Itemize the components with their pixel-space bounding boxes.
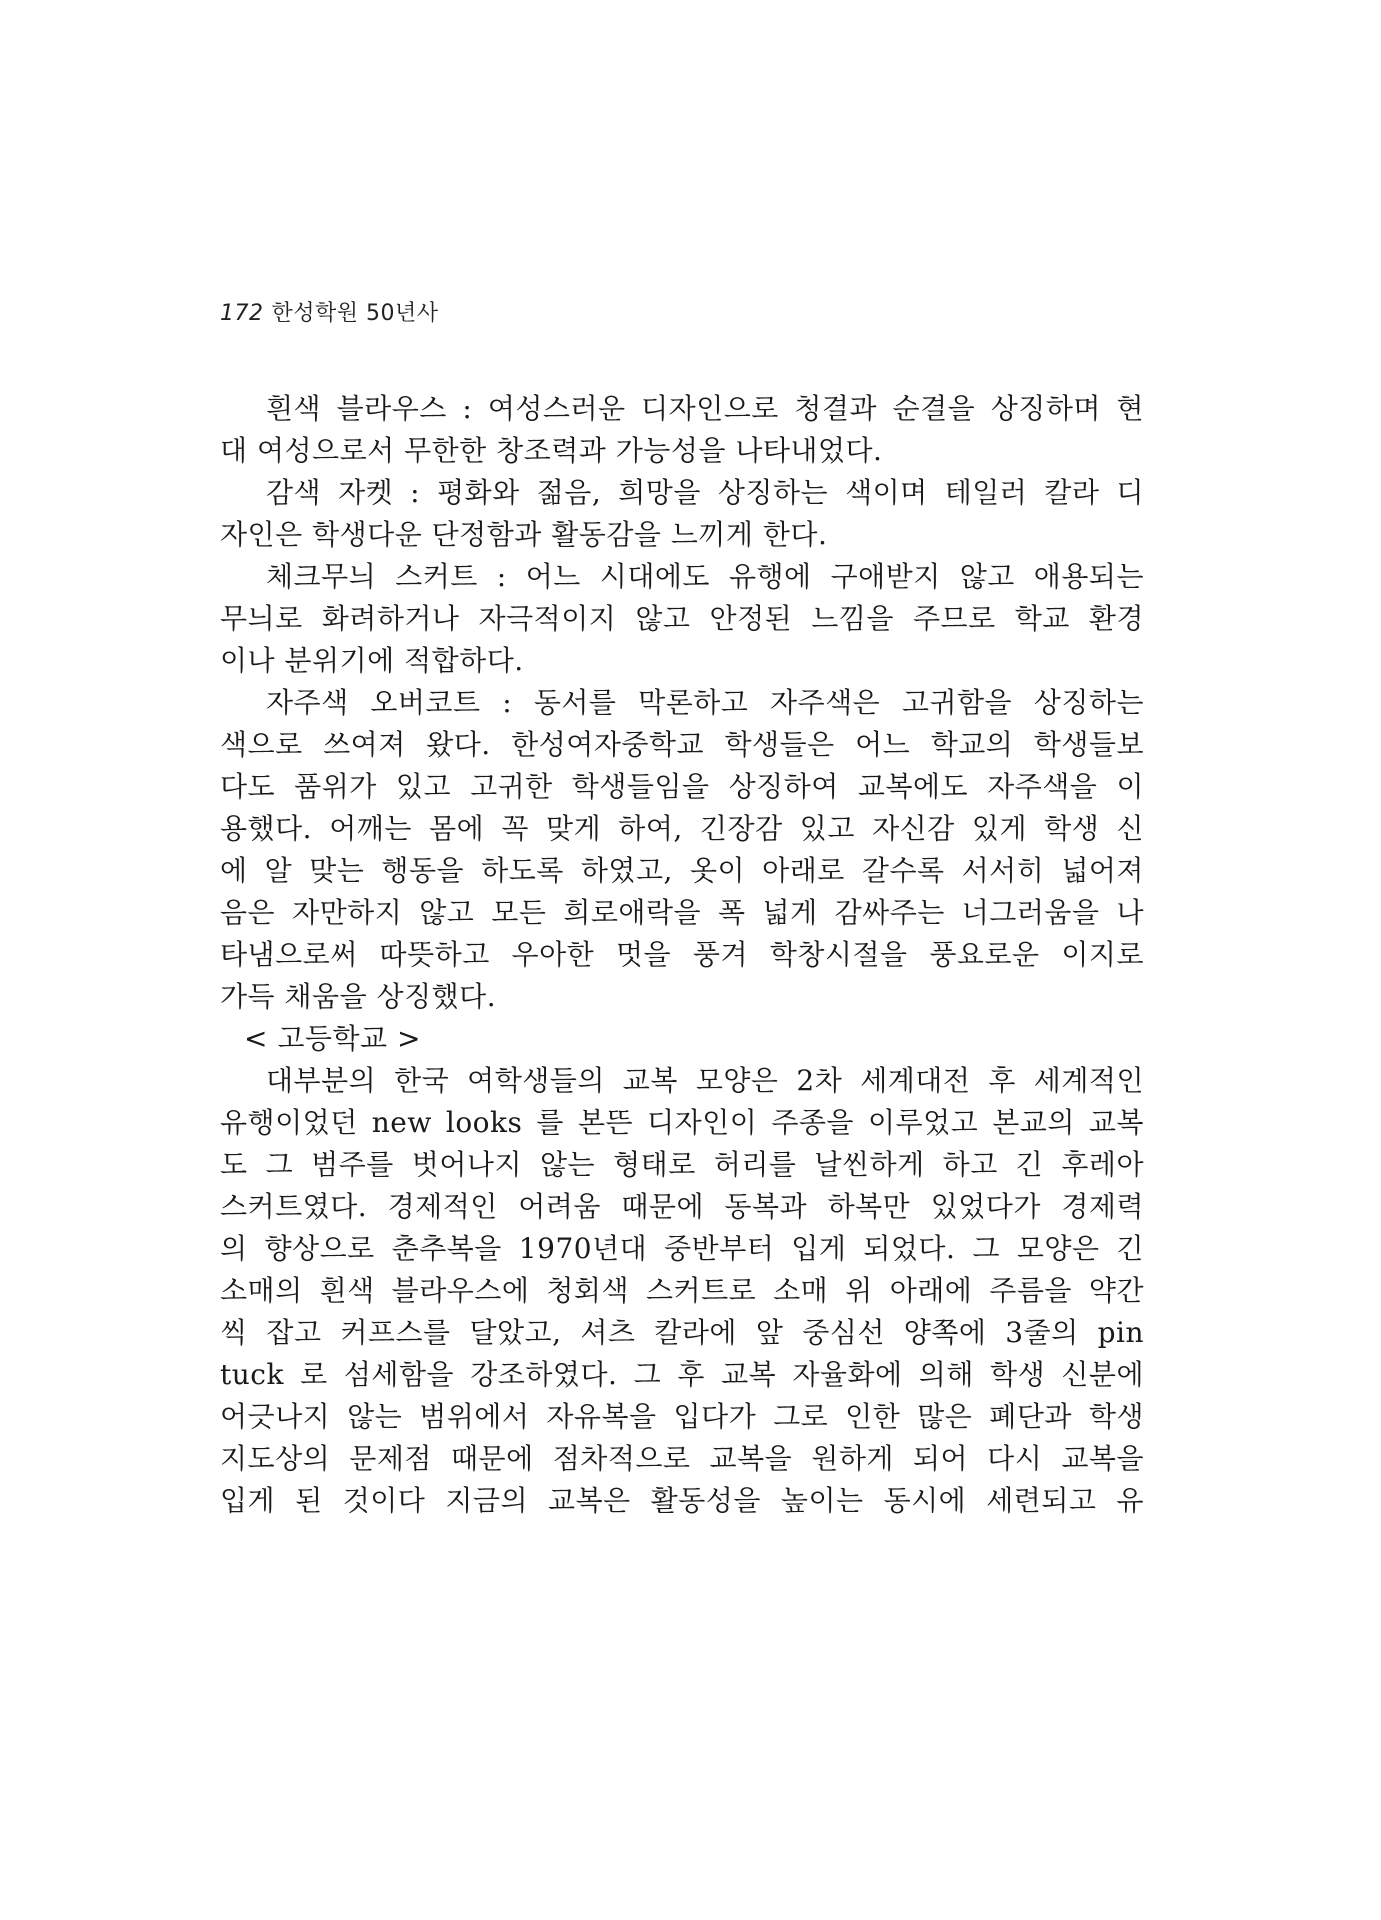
paragraph-line: 도 그 범주를 벗어나지 않는 형태로 허리를 날씬하게 하고 긴 후레아 <box>220 1148 1144 1181</box>
page-number: 172 <box>220 301 264 326</box>
paragraph-line: 색으로 쓰여져 왔다. 한성여자중학교 학생들은 어느 학교의 학생들보 <box>220 728 1144 761</box>
paragraph-line: 입게 된 것이다 지금의 교복은 활동성을 높이는 동시에 세련되고 유 <box>220 1484 1144 1517</box>
paragraph-line: 이나 분위기에 적합하다. <box>220 644 524 677</box>
paragraph-line: 대 여성으로서 무한한 창조력과 가능성을 나타내었다. <box>220 434 883 467</box>
paragraph-line: 자주색 오버코트 : 동서를 막론하고 자주색은 고귀함을 상징하는 <box>266 686 1144 719</box>
paragraph-line: 흰색 블라우스 : 여성스러운 디자인으로 청결과 순결을 상징하며 현 <box>266 392 1144 425</box>
paragraph-line: 다도 품위가 있고 고귀한 학생들임을 상징하여 교복에도 자주색을 이 <box>220 770 1144 803</box>
paragraph-line: 의 향상으로 춘추복을 1970년대 중반부터 입게 되었다. 그 모양은 긴 <box>220 1232 1144 1265</box>
paragraph-line: 에 알 맞는 행동을 하도록 하였고, 옷이 아래로 갈수록 서서히 넓어져 <box>220 854 1144 887</box>
paragraph-line: 대부분의 한국 여학생들의 교복 모양은 2차 세계대전 후 세계적인 <box>266 1064 1144 1097</box>
book-title: 한성학원 50년사 <box>271 301 439 326</box>
paragraph-line: 지도상의 문제점 때문에 점차적으로 교복을 원하게 되어 다시 교복을 <box>220 1442 1144 1475</box>
paragraph-line: 체크무늬 스커트 : 어느 시대에도 유행에 구애받지 않고 애용되는 <box>266 560 1144 593</box>
paragraph-line: 소매의 흰색 블라우스에 청회색 스커트로 소매 위 아래에 주름을 약간 <box>220 1274 1144 1307</box>
paragraph-line: tuck 로 섬세함을 강조하였다. 그 후 교복 자율화에 의해 학생 신분에 <box>220 1358 1144 1391</box>
paragraph-line: 유행이었던 new looks 를 본뜬 디자인이 주종을 이루었고 본교의 교복 <box>220 1106 1144 1139</box>
paragraph-line: 어긋나지 않는 범위에서 자유복을 입다가 그로 인한 많은 폐단과 학생 <box>220 1400 1144 1433</box>
body-text <box>220 388 1144 1522</box>
paragraph-line: 타냄으로써 따뜻하고 우아한 멋을 풍겨 학창시절을 풍요로운 이지로 <box>220 938 1144 971</box>
section-heading: < 고등학교 > <box>244 1022 421 1055</box>
running-header <box>220 296 439 327</box>
paragraph-line: 자인은 학생다운 단정함과 활동감을 느끼게 한다. <box>220 518 828 551</box>
paragraph-line: 감색 자켓 : 평화와 젊음, 희망을 상징하는 색이며 테일러 칼라 디 <box>266 476 1144 509</box>
paragraph-line: 음은 자만하지 않고 모든 희로애락을 폭 넓게 감싸주는 너그러움을 나 <box>220 896 1144 929</box>
paragraph-line: 가득 채움을 상징했다. <box>220 980 497 1013</box>
paragraph-line: 스커트였다. 경제적인 어려움 때문에 동복과 하복만 있었다가 경제력 <box>220 1190 1144 1223</box>
paragraph-line: 무늬로 화려하거나 자극적이지 않고 안정된 느낌을 주므로 학교 환경 <box>220 602 1144 635</box>
paragraph-line: 씩 잡고 커프스를 달았고, 셔츠 칼라에 앞 중심선 양쪽에 3줄의 pin <box>220 1316 1144 1349</box>
paragraph-line: 용했다. 어깨는 몸에 꼭 맞게 하여, 긴장감 있고 자신감 있게 학생 신 <box>220 812 1144 845</box>
